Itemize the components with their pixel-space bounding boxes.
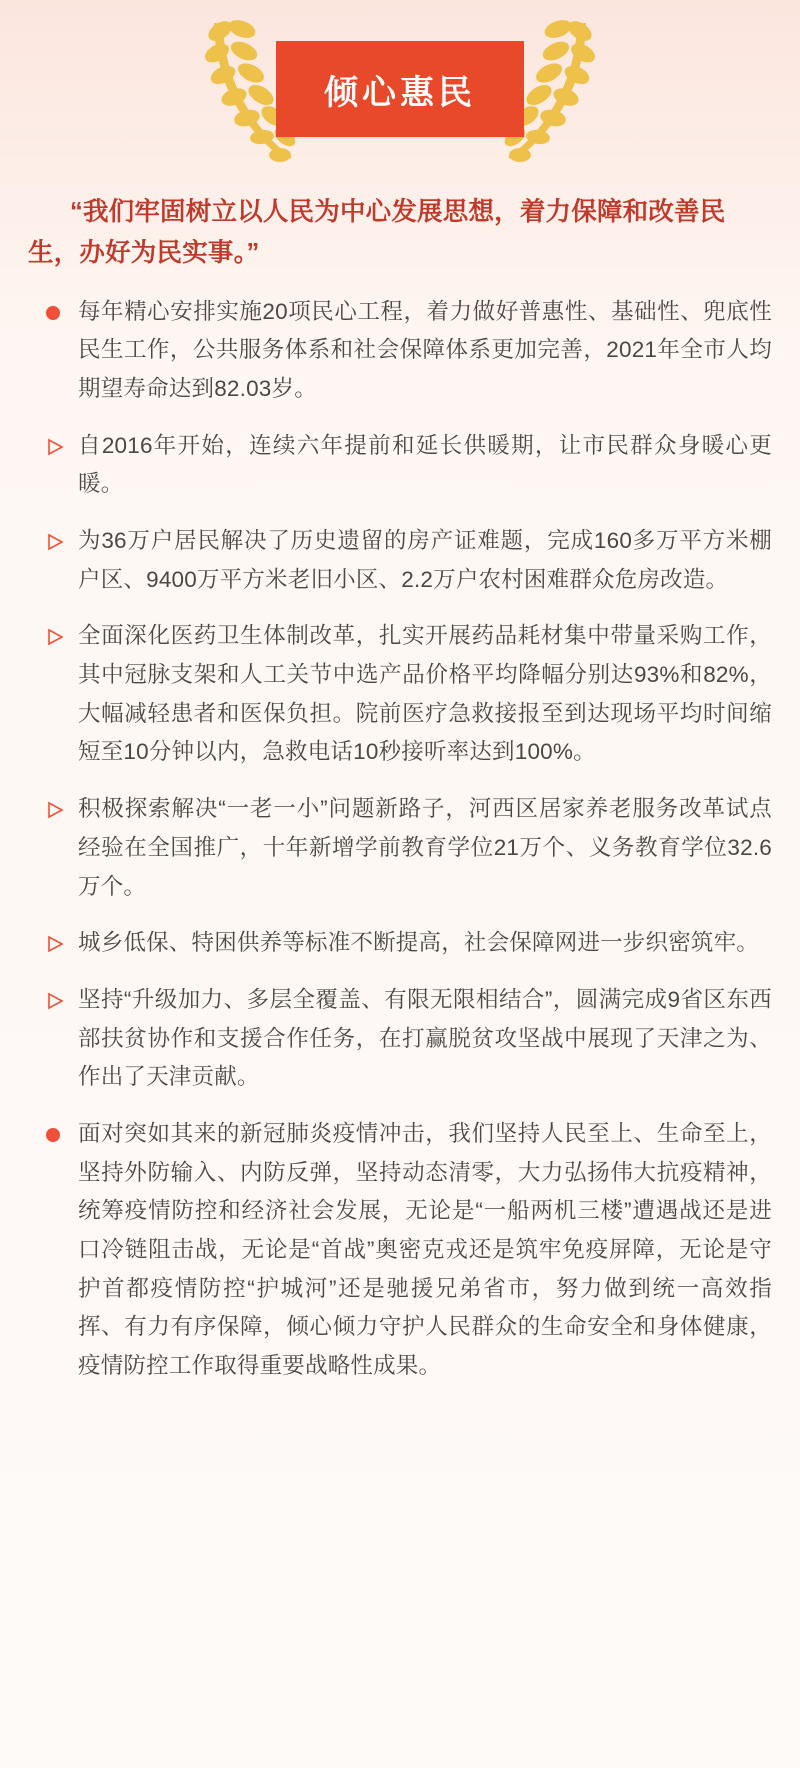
list-item-text: 城乡低保、特困供养等标准不断提高，社会保障网进一步织密筑牢。 (78, 930, 760, 956)
list-item (28, 790, 772, 906)
points-list (28, 293, 772, 1386)
bullet-dot-icon (46, 306, 60, 320)
list-item (28, 522, 772, 599)
list-item-text: 每年精心安排实施20项民心工程，着力做好普惠性、基础性、兜底性民生工作，公共服务体系和社会保障体系更加完善，2021年全市人均期望寿命达到82.03岁。 (78, 298, 772, 401)
bullet-triangle-icon (47, 935, 64, 953)
list-item (28, 427, 772, 504)
list-item (28, 924, 772, 963)
list-item-text: 积极探索解决“一老一小”问题新路子，河西区居家养老服务改革试点经验在全国推广，十年新增学前教育学位21万个、义务教育学位32.6万个。 (78, 796, 772, 899)
list-item-text: 坚持“升级加力、多层全覆盖、有限无限相结合”，圆满完成9省区东西部扶贫协作和支援合作任务，在打赢脱贫攻坚战中展现了天津之为、作出了天津贡献。 (78, 986, 772, 1090)
header-banner (0, 0, 800, 178)
header-banner-inner (190, 9, 610, 169)
content-body (0, 192, 800, 1444)
list-item (28, 981, 772, 1097)
list-item-text: 自2016年开始，连续六年提前和延长供暖期，让市民群众身暖心更暖。 (78, 432, 772, 497)
list-item (28, 617, 772, 772)
bullet-triangle-icon (47, 801, 64, 819)
bullet-triangle-icon (47, 628, 64, 646)
pull-quote: “我们牢固树立以人民为中心发展思想，着力保障和改善民生，办好为民实事。” (28, 198, 726, 268)
bullet-triangle-icon (47, 533, 64, 551)
list-item-text: 面对突如其来的新冠肺炎疫情冲击，我们坚持人民至上、生命至上，坚持外防输入、内防反弹，坚持动态清零，大力弘扬伟大抗疫精神，统筹疫情防控和经济社会发展，无论是“一船两机三楼”遭遇战还是进口冷链阻击战，无论是“首战”奥密克戎还是筑牢免疫屏障，无论是守护首都疫情防控“护城河”还是驰援兄弟省市，努力做到统一高效指挥、有力有序保障，倾心倾力守护人民群众的生命安全和身体健康，疫情防控工作取得重要战略性成果。 (78, 1120, 772, 1379)
list-item-text: 全面深化医药卫生体制改革，扎实开展药品耗材集中带量采购工作，其中冠脉支架和人工关节中选产品价格平均降幅分别达93%和82%，大幅减轻患者和医保负担。院前医疗急救接报至到达现场平均时间缩短至10分钟以内，急救电话10秒接听率达到100%。 (78, 623, 772, 765)
list-item (28, 1115, 772, 1386)
list-item (28, 293, 772, 409)
list-item-text: 为36万户居民解决了历史遗留的房产证难题，完成160多万平方米棚户区、9400万平方米老旧小区、2.2万户农村困难群众危房改造。 (78, 528, 772, 592)
page-title: 倾心惠民 (324, 73, 476, 112)
bullet-triangle-icon (47, 438, 64, 456)
bullet-dot-icon (46, 1128, 60, 1142)
header-title-plate (276, 41, 524, 137)
bullet-triangle-icon (47, 992, 64, 1010)
